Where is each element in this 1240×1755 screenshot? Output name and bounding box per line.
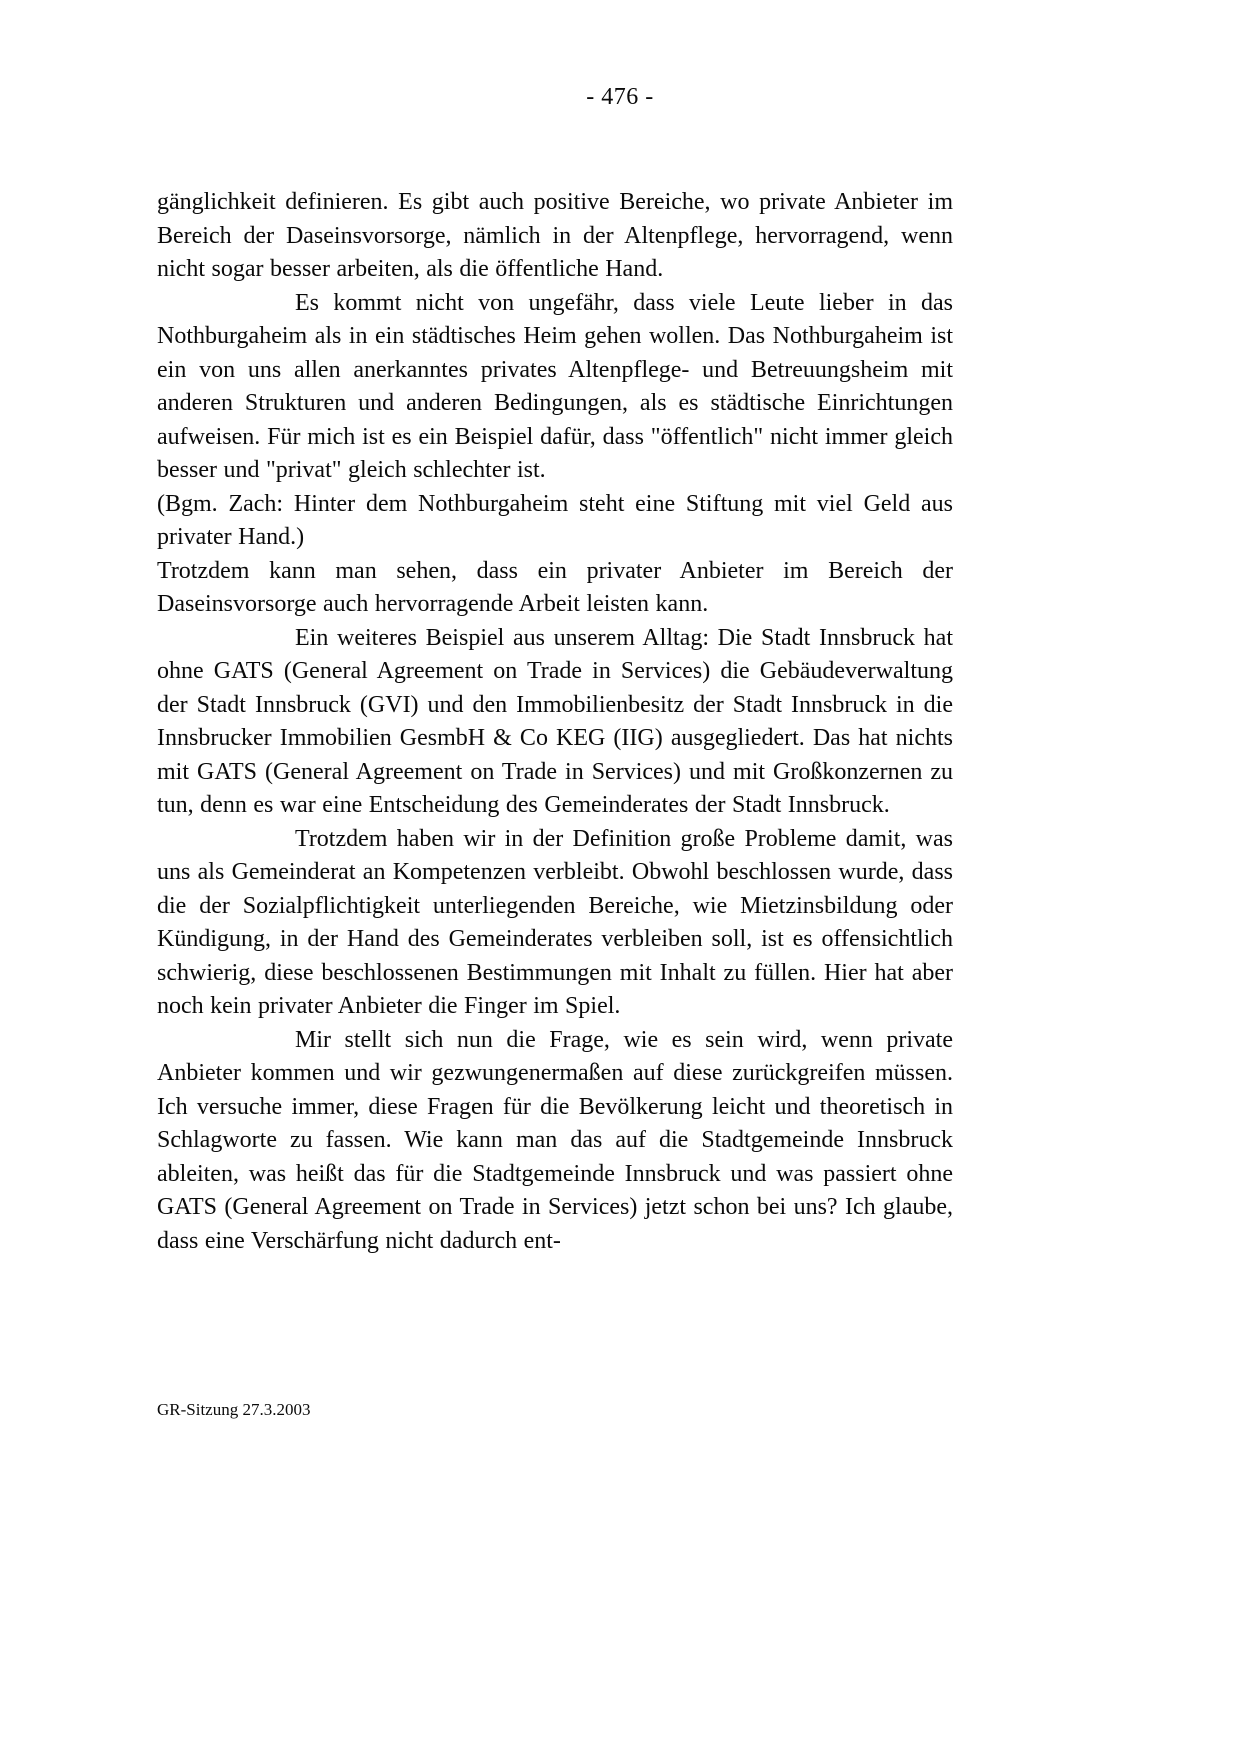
paragraph: Mir stellt sich nun die Frage, wie es sein wird, wenn private Anbieter kommen und wir gezwungenermaßen auf diese zurückgreifen müssen. Ich versuche immer, diese Fragen für die Bevölkerung leicht und theoretisch in Schlagworte zu fassen. Wie kann man das auf die Stadtgemeinde Innsbruck ableiten, was heißt das für die Stadtgemeinde Innsbruck und was passiert ohne GATS (General Agreement on Trade in Services) jetzt schon bei uns? Ich glaube, dass eine Verschärfung nicht dadurch ent- (157, 1026, 953, 1254)
paragraph-interjection: (Bgm. Zach: Hinter dem Nothburgaheim steht eine Stiftung mit viel Geld aus privater Hand.) (157, 490, 953, 550)
paragraph: Trotzdem kann man sehen, dass ein privater Anbieter im Bereich der Daseinsvorsorge auch hervorragende Arbeit leisten kann. (157, 557, 953, 617)
paragraph: Trotzdem haben wir in der Definition große Probleme damit, was uns als Gemeinderat an Kompetenzen verbleibt. Obwohl beschlossen wurde, dass die der Sozialpflichtigkeit unterliegenden Bereiche, wie Mietzinsbildung oder Kündigung, in der Hand des Gemeinderates verbleiben soll, ist es offensichtlich schwierig, diese beschlossenen Bestimmungen mit Inhalt zu füllen. Hier hat aber noch kein privater Anbieter die Finger im Spiel. (157, 825, 953, 1019)
document-body (157, 186, 953, 1258)
paragraph-continuation: gänglichkeit definieren. Es gibt auch positive Bereiche, wo private Anbieter im Bereich der Daseinsvorsorge, nämlich in der Altenpflege, hervorragend, wenn nicht sogar besser arbeiten, als die öffentliche Hand. (157, 189, 953, 282)
paragraph: Es kommt nicht von ungefähr, dass viele Leute lieber in das Nothburgaheim als in ein städtisches Heim gehen wollen. Das Nothburgaheim ist ein von uns allen anerkanntes privates Altenpflege- und Betreuungsheim mit anderen Strukturen und anderen Bedingungen, als es städtische Einrichtungen aufweisen. Für mich ist es ein Beispiel dafür, dass "öffentlich" nicht immer gleich besser und "privat" gleich schlechter ist. (157, 289, 953, 483)
page-footer: GR-Sitzung 27.3.2003 (157, 1400, 311, 1419)
page-number: - 476 - (586, 84, 654, 110)
paragraph: Ein weiteres Beispiel aus unserem Alltag: Die Stadt Innsbruck hat ohne GATS (General Agreement on Trade in Services) die Gebäudeverwaltung der Stadt Innsbruck (GVI) und den Immobilienbesitz der Stadt Innsbruck in die Innsbrucker Immobilien GesmbH & Co KEG (IIG) ausgegliedert. Das hat nichts mit GATS (General Agreement on Trade in Services) und mit Großkonzernen zu tun, denn es war eine Entscheidung des Gemeinderates der Stadt Innsbruck. (157, 624, 953, 818)
